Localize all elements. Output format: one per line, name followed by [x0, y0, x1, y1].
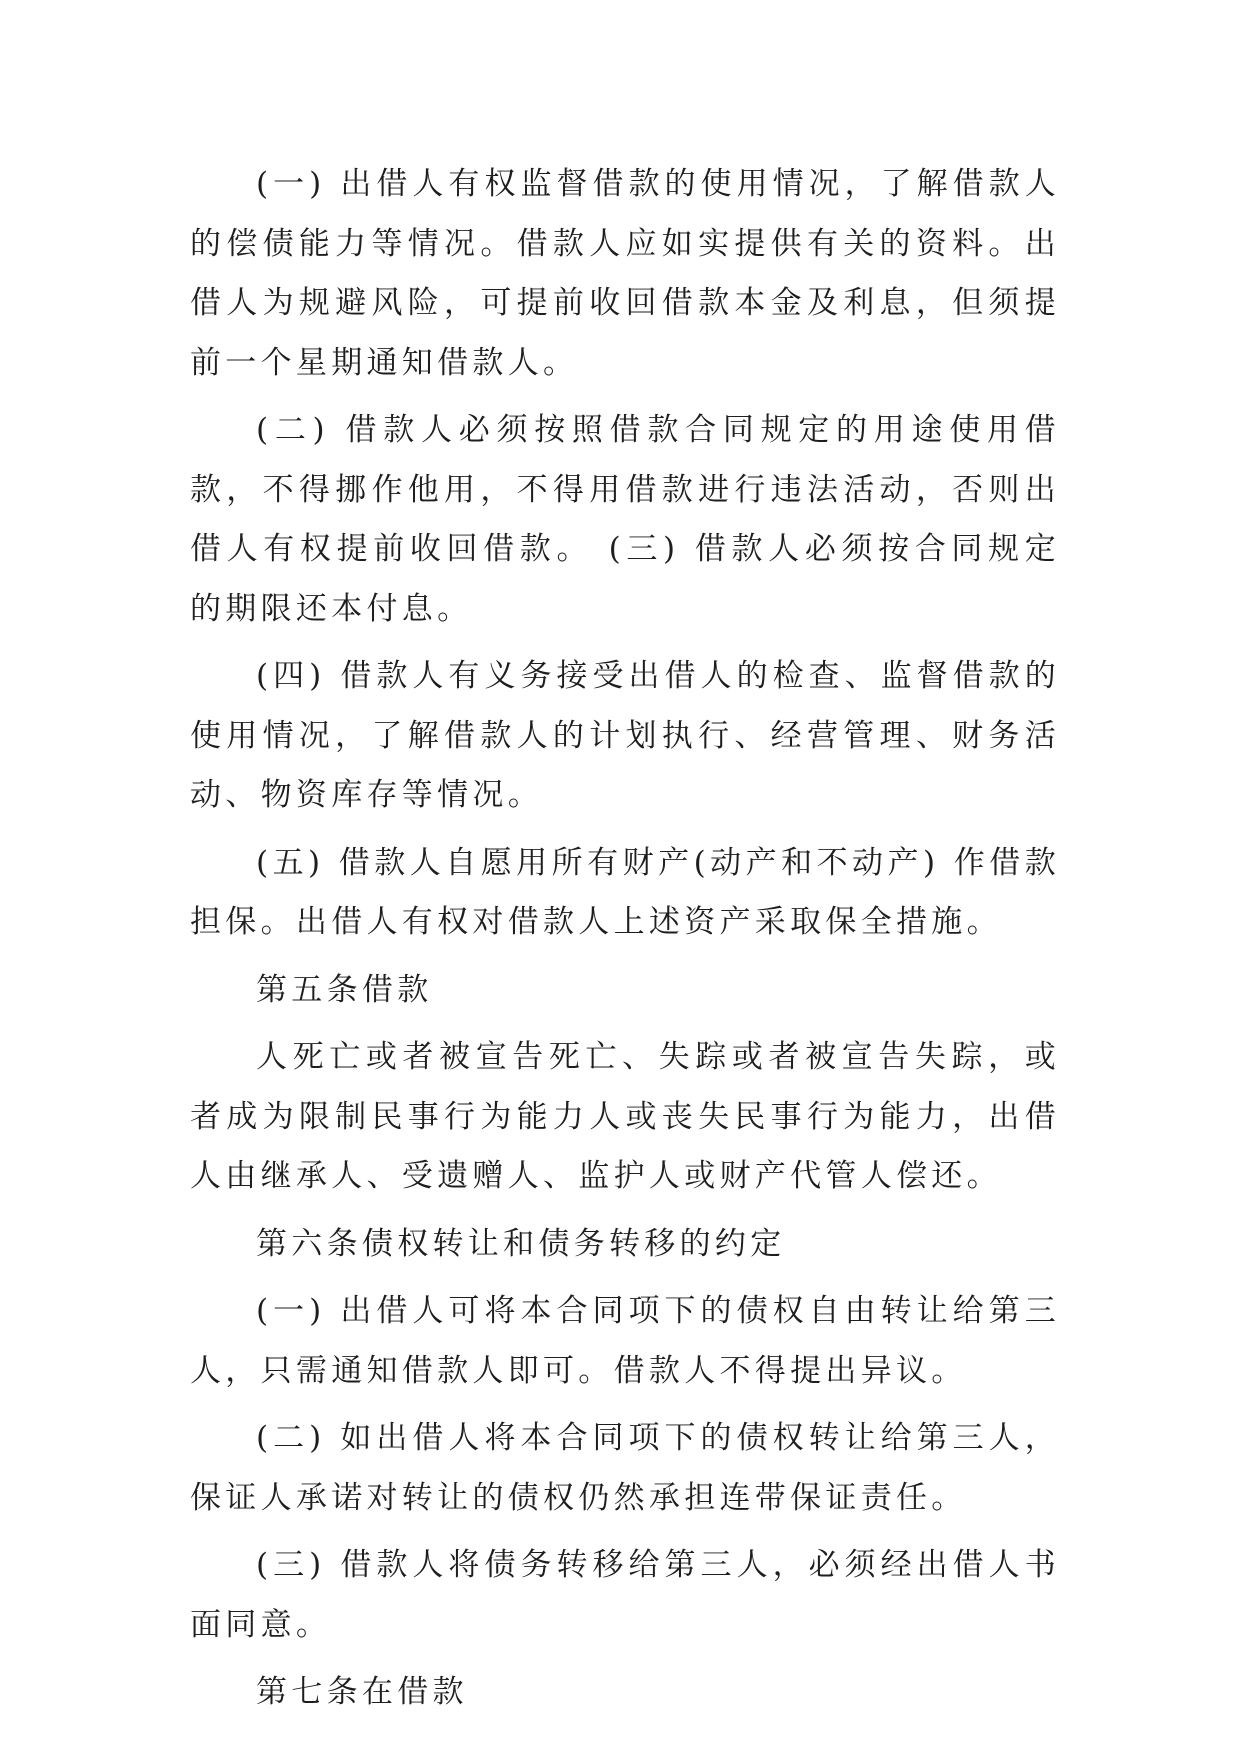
- paragraph-lender-supervision-right: (一) 出借人有权监督借款的使用情况，了解借款人的偿债能力等情况。借款人应如实提供有关的资料。出借人为规避风险，可提前收回借款本金及利息，但须提前一个星期通知借款人。: [190, 166, 1060, 381]
- article-6-heading: 第六条债权转让和债务转移的约定: [256, 1225, 786, 1262]
- paragraph-debt-transfer-consent: (三) 借款人将债务转移给第三人，必须经出借人书面同意。: [190, 1547, 1060, 1643]
- article-5-heading: 第五条借款: [256, 971, 433, 1008]
- article-7-heading: 第七条在借款: [256, 1674, 468, 1710]
- document-body: [190, 155, 1060, 1723]
- paragraph-free-assignment: (一) 出借人可将本合同项下的债权自由转让给第三人，只需通知借款人即可。借款人不得提出异议。: [190, 1293, 1060, 1389]
- paragraph-borrower-usage-obligation: (二) 借款人必须按照借款合同规定的用途使用借款，不得挪作他用，不得用借款进行违法活动，否则出借人有权提前收回借款。 (三) 借款人必须按合同规定的期限还本付息。: [190, 412, 1060, 627]
- paragraph-borrower-inspection-obligation: (四) 借款人有义务接受出借人的检查、监督借款的使用情况，了解借款人的计划执行、经营管理、财务活动、物资库存等情况。: [190, 658, 1060, 813]
- paragraph-death-or-incapacity: 人死亡或者被宣告死亡、失踪或者被宣告失踪，或者成为限制民事行为能力人或丧失民事行为能力，出借人由继承人、受遗赠人、监护人或财产代管人偿还。: [190, 1039, 1060, 1194]
- paragraph-guarantor-commitment: (二) 如出借人将本合同项下的债权转让给第三人，保证人承诺对转让的债权仍然承担连带保证责任。: [190, 1420, 1060, 1516]
- paragraph-property-guarantee: (五) 借款人自愿用所有财产(动产和不动产) 作借款担保。出借人有权对借款人上述资产采取保全措施。: [190, 844, 1060, 940]
